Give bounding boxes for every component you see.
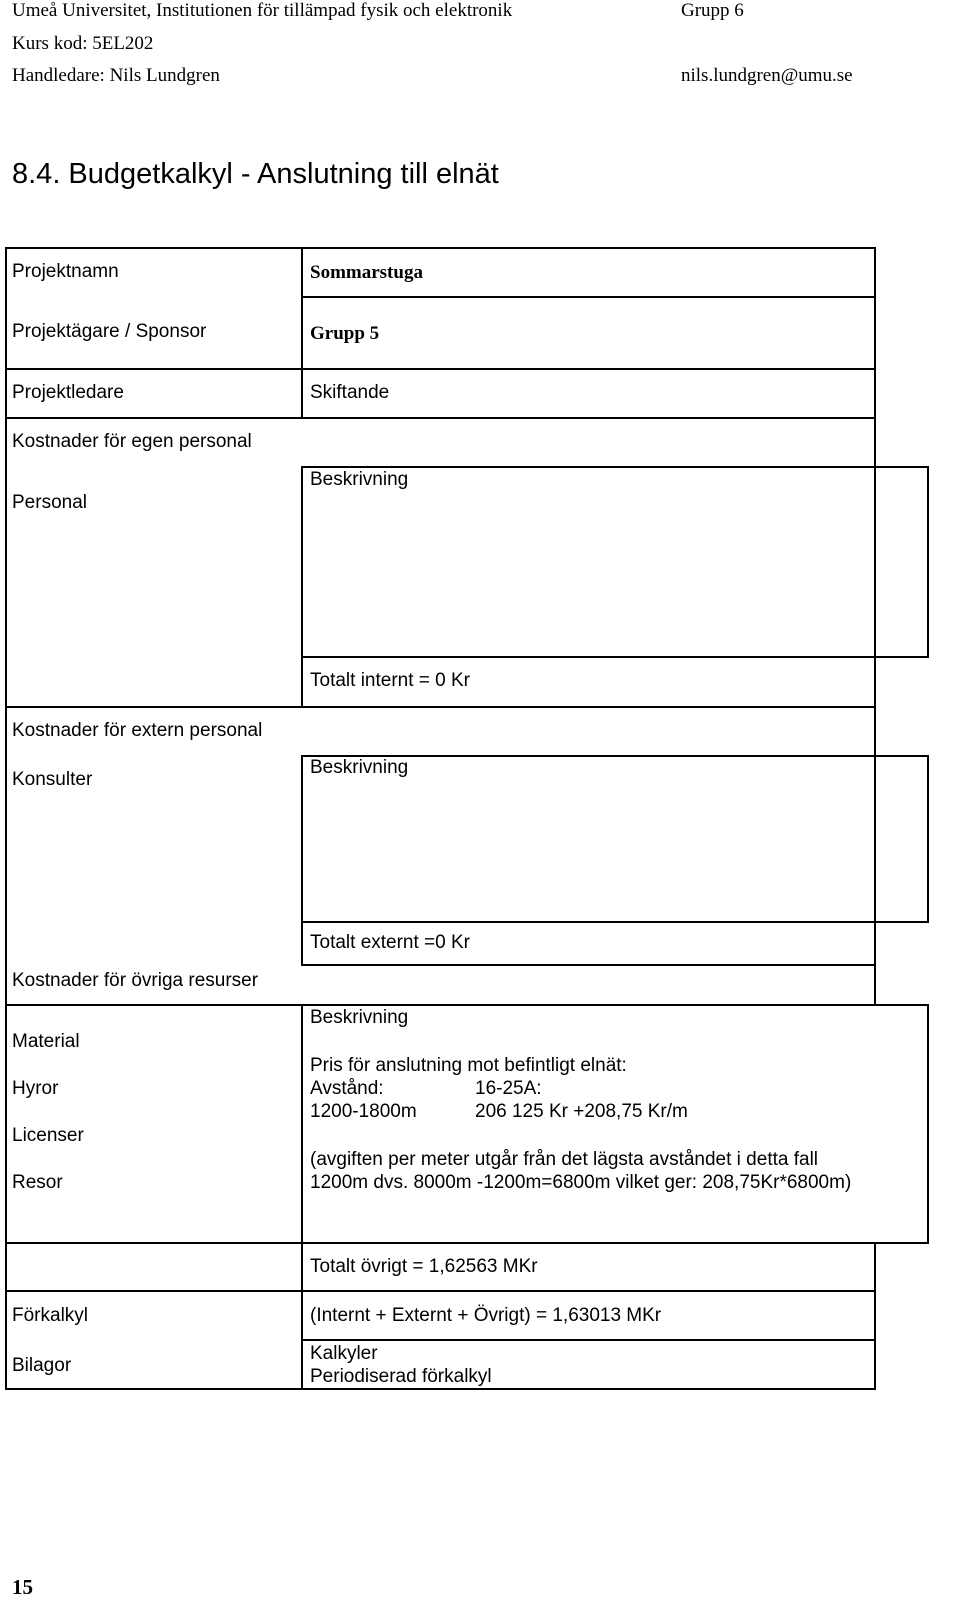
other-desc-fuse-label: 16-25A:	[475, 1078, 542, 1099]
precalc-value: (Internt + Externt + Övrigt) = 1,63013 MKr	[310, 1305, 662, 1326]
manager-label: Projektledare	[12, 382, 124, 403]
other-item-material: Material	[12, 1031, 80, 1052]
project-name-value: Sommarstuga	[310, 262, 423, 283]
external-row-label: Konsulter	[12, 769, 93, 790]
other-total: Totalt övrigt = 1,62563 MKr	[310, 1256, 538, 1277]
summary-divider	[301, 1242, 303, 1390]
row-divider	[301, 1339, 876, 1341]
external-desc-box	[301, 755, 929, 923]
precalc-label: Förkalkyl	[12, 1305, 89, 1326]
other-desc-distance-label: Avstånd:	[310, 1078, 384, 1099]
other-item-resor: Resor	[12, 1172, 63, 1193]
other-divider	[301, 1004, 303, 1244]
internal-section-title: Kostnader för egen personal	[12, 431, 252, 452]
header-email[interactable]: nils.lundgren@umu.se	[681, 65, 853, 86]
attachment-item: Periodiserad förkalkyl	[310, 1366, 492, 1387]
internal-total: Totalt internt = 0 Kr	[310, 670, 470, 691]
other-item-hyror: Hyror	[12, 1078, 59, 1099]
other-item-licenser: Licenser	[12, 1125, 84, 1146]
internal-desc-box	[301, 466, 929, 658]
project-info-divider	[301, 247, 303, 419]
external-total: Totalt externt =0 Kr	[310, 932, 470, 953]
other-desc-label: Beskrivning	[310, 1007, 409, 1028]
internal-total-divider	[301, 656, 303, 708]
other-desc-line1: Pris för anslutning mot befintligt elnät:	[310, 1055, 627, 1076]
other-desc-note1: (avgiften per meter utgår från det lägsta avståndet i detta fall	[310, 1149, 819, 1170]
header-group: Grupp 6	[681, 0, 744, 21]
other-desc-distance-value: 1200-1800m	[310, 1101, 417, 1122]
row-divider	[301, 964, 876, 966]
project-name-label: Projektnamn	[12, 261, 119, 282]
page-number: 15	[12, 1575, 33, 1599]
row-divider	[5, 1290, 876, 1292]
owner-label: Projektägare / Sponsor	[12, 321, 207, 342]
other-section-title: Kostnader för övriga resurser	[12, 970, 259, 991]
manager-value: Skiftande	[310, 382, 390, 403]
header-course-code: Kurs kod: 5EL202	[12, 33, 154, 54]
external-section-title: Kostnader för extern personal	[12, 720, 263, 741]
other-desc-note2: 1200m dvs. 8000m -1200m=6800m vilket ger: 208,75Kr*6800m)	[310, 1172, 852, 1193]
owner-value: Grupp 5	[310, 323, 380, 344]
header-supervisor: Handledare: Nils Lundgren	[12, 65, 220, 86]
attachment-item: Kalkyler	[310, 1343, 378, 1364]
internal-desc-label: Beskrivning	[310, 469, 409, 490]
internal-row-label: Personal	[12, 492, 87, 513]
header-university: Umeå Universitet, Institutionen för tillämpad fysik och elektronik	[12, 0, 513, 21]
other-desc-price-value: 206 125 Kr +208,75 Kr/m	[475, 1101, 688, 1122]
attachments-label: Bilagor	[12, 1355, 72, 1376]
other-section-box	[5, 1004, 929, 1244]
row-divider	[301, 296, 876, 298]
external-desc-label: Beskrivning	[310, 757, 409, 778]
external-total-divider	[301, 921, 303, 966]
page-title: 8.4. Budgetkalkyl - Anslutning till elnät	[12, 158, 499, 190]
row-divider	[5, 368, 876, 370]
